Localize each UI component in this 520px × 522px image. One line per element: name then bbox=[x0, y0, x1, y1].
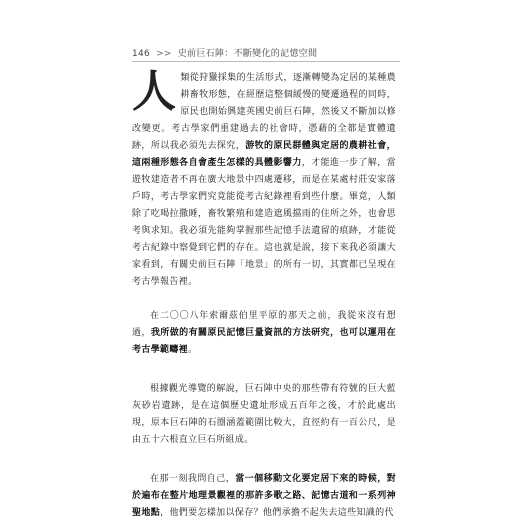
paragraph-1-lead: 類從狩獵採集的生活形式，逐漸轉變為定居的某種農耕畜牧形態，在經歷這整個緩慢的變遷過程的同時，原民也開始興建英國史前巨石陣，然後又不斷加以修改變更。考古學家們重建過去的社會時，憑藉的全都是實體遺跡，所以我必須先去探究， bbox=[132, 73, 396, 151]
paragraph-3-lead: 根據觀光導覽的解說，巨石陣中央的那些帶有符號的巨大藍灰砂岩遺跡，是在這個歷史遺址形成五百年之後，才於此處出現，原本巨石陣的石圈涵蓋範圍比較大，直徑約有一百公尺，是由五十六根直立巨石所組成。 bbox=[132, 384, 396, 445]
paragraph-1 bbox=[132, 66, 397, 291]
paragraph-4-lead: 在那一刻我問自己， bbox=[150, 474, 236, 484]
header-rule bbox=[132, 61, 400, 62]
page-body bbox=[132, 66, 397, 522]
paragraph-3 bbox=[132, 381, 396, 449]
paragraph-2 bbox=[132, 308, 396, 359]
running-header bbox=[132, 46, 317, 59]
paragraph-4-bold: 當一個移動文化要定居下來的時候，對於遍布在整片地理景觀裡的那許多歌之路、記憶古道和一系列神聖地點 bbox=[132, 474, 397, 518]
paragraph-2-lead: 在二〇〇八年索爾茲伯里平原的那天之前，我從來沒有想過， bbox=[132, 311, 396, 338]
page-number: 146 bbox=[132, 49, 151, 59]
header-separator: >> bbox=[156, 49, 172, 59]
paragraph-4 bbox=[132, 471, 396, 522]
paragraph-1-tail: ，才能進一步了解，當遊牧建造者不再在廣大地景中四處遷移，而是在某處村莊安家落戶時，考古學家們究竟能從考古紀錄裡看到些什麼。畢竟，人類除了吃喝拉撒睡，畜牧繁殖和建造遮風擋雨的住所之外，也會思考與求知。我必須先能夠掌握那些記憶手法遺留的痕跡，才能從考古紀錄中察覺到它們的存在。這也就是說，接下來我必須讓大家看到，有關史前巨石陣「地景」的所有一切，其實都已呈現在考古學報告裡。 bbox=[132, 158, 396, 287]
book-title: 史前巨石陣：不斷變化的記憶空間 bbox=[177, 49, 318, 59]
paragraph-1-bold: 游牧的原民群體與定居的農耕社會，這兩種形態各自會產生怎樣的具體影響力 bbox=[132, 141, 397, 168]
drop-cap: 人 bbox=[132, 66, 177, 117]
paragraph-2-bold: 我所做的有關原民記憶巨量資訊的方法研究，也可以運用在考古學範疇裡 bbox=[132, 328, 397, 355]
paragraph-4-tail: ，他們要怎樣加以保存？他們承擔不起失去這些知識的代 bbox=[160, 508, 394, 518]
paragraph-2-tail: 。 bbox=[188, 345, 198, 355]
